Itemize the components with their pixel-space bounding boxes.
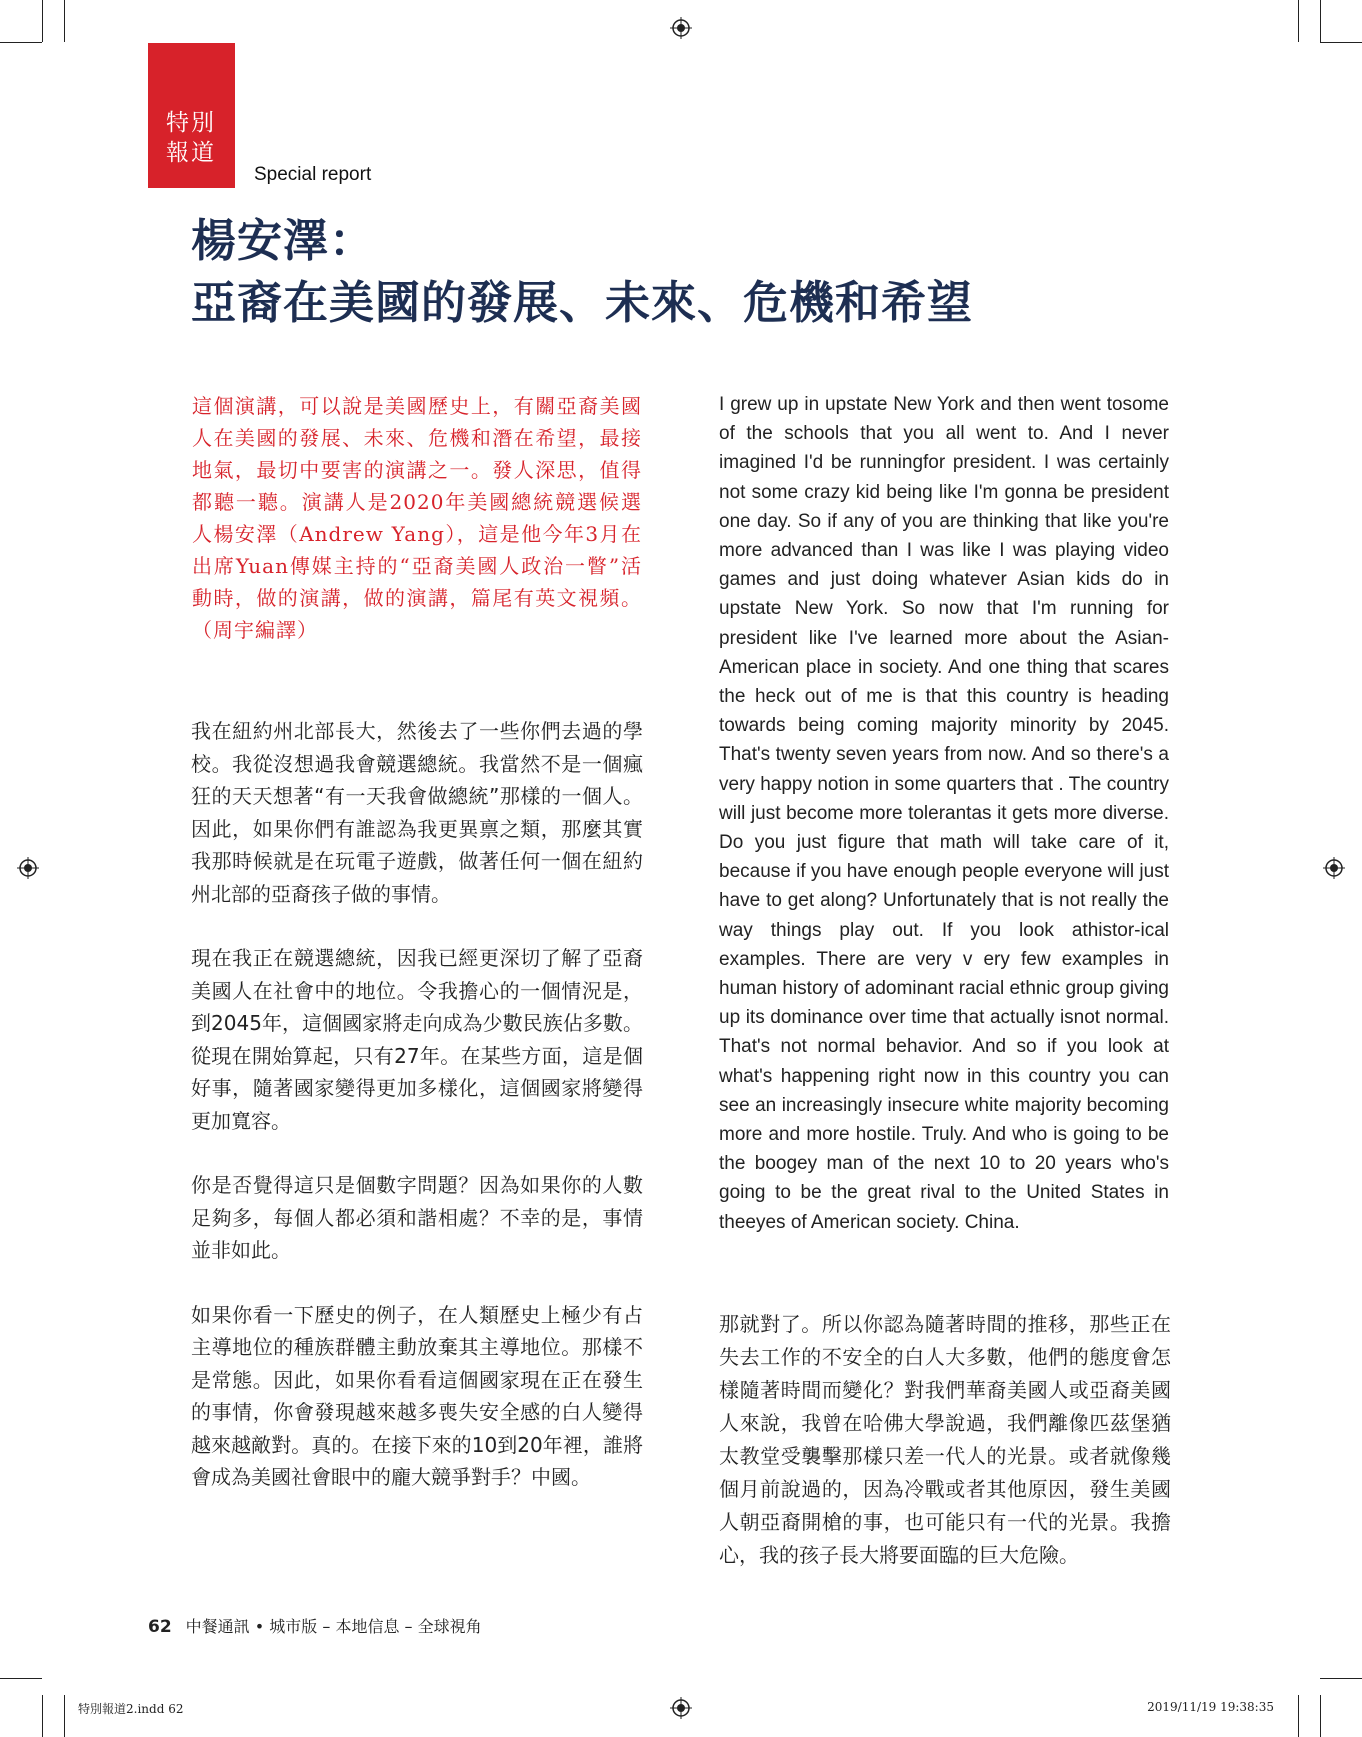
crop-mark xyxy=(0,42,42,43)
page-number: 62 xyxy=(148,1617,172,1637)
section-label: Special report xyxy=(254,164,372,185)
crop-mark xyxy=(1320,42,1362,43)
english-paragraph: I grew up in upstate New York and then went tosome of the schools that you all went to. And I never imagined I'd be runningfor president. I was certainly not some crazy kid being like I'm gonna be president one day. So if any of you are thinking that like you're more advanced than I was like I was playing video games and just doing whatever Asian kids do in upstate New York. So now that I'm running for president like I've learned more about the Asian-American place in society. And one thing that scares the heck out of me is that this country is heading towards being coming majority minority by 2045. That's twenty seven years from now. And so there's a very happy notion in some quarters that . The country will just become more tolerantas it gets more diverse. Do you just figure that math will take care of it, because if you have enough people everyone will just have to get along? Unfortunately that is not really the way things play out. If you look athistor-ical examples. There are very v ery few examples in human history of adominant racial ethnic group giving up its dominance over time that actually isnot normal. That's not normal behavior. And so if you look at what's happening right now in this country you can see an increasingly insecure white majority becoming more and more hostile. Truly. And who is going to be the boogey man of the next 10 to 20 years who's going to be the great rival to the United States in theeyes of American society. China. xyxy=(719,394,1169,1233)
chinese-column xyxy=(191,715,643,1526)
crop-mark xyxy=(64,0,65,42)
publication-name: 中餐通訊 • 城市版 – 本地信息 – 全球視角 xyxy=(185,1617,482,1636)
crop-mark xyxy=(1320,1695,1321,1737)
chinese-paragraph: 如果你看一下歷史的例子，在人類歷史上極少有占主導地位的種族群體主動放棄其主導地位。那樣不是常態。因此，如果你看看這個國家現在正在發生的事情，你會發現越來越多喪失安全感的白人變得越來越敵對。真的。在接下來的10到20年裡，誰將會成為美國社會眼中的龐大競爭對手？中國。 xyxy=(191,1302,643,1489)
chinese-continued-column xyxy=(719,1308,1171,1572)
section-tag xyxy=(166,108,236,168)
page-footer xyxy=(148,1614,482,1637)
english-column xyxy=(719,390,1169,1237)
crop-mark xyxy=(42,0,43,42)
title-line2: 亞裔在美國的發展、未來、危機和希望 xyxy=(191,276,974,329)
section-tag-line2: 報道 xyxy=(166,140,216,166)
crop-mark xyxy=(0,1678,42,1679)
registration-mark-icon xyxy=(670,17,692,39)
registration-mark-icon xyxy=(670,1697,692,1719)
crop-mark xyxy=(1298,1695,1299,1737)
timestamp-slug: 2019/11/19 19:38:35 xyxy=(1147,1700,1274,1714)
chinese-paragraph: 我在紐約州北部長大，然後去了一些你們去過的學校。我從沒想過我會競選總統。我當然不是一個瘋狂的天天想著“有一天我會做總統”那樣的一個人。因此，如果你們有誰認為我更異禀之類，那麼其實我那時候就是在玩電子遊戲，做著任何一個在紐約州北部的亞裔孩子做的事情。 xyxy=(191,719,643,906)
registration-mark-icon xyxy=(1323,857,1345,879)
crop-mark xyxy=(64,1695,65,1737)
chinese-paragraph: 你是否覺得這只是個數字問題？因為如果你的人數足夠多，每個人都必須和諧相處？不幸的是，事情並非如此。 xyxy=(191,1173,643,1262)
crop-mark xyxy=(42,1695,43,1737)
title-line1: 楊安澤： xyxy=(191,214,376,267)
registration-mark-icon xyxy=(17,857,39,879)
chinese-continued-paragraph: 那就對了。所以你認為隨著時間的推移，那些正在失去工作的不安全的白人大多數，他們的態度會怎樣隨著時間而變化？對我們華裔美國人或亞裔美國人來說，我曾在哈佛大學說過，我們離像匹茲堡猶太教堂受襲擊那樣只差一代人的光景。或者就像幾個月前說過的，因為冷戰或者其他原因，發生美國人朝亞裔開槍的事，也可能只有一代的光景。我擔心，我的孩子長大將要面臨的巨大危險。 xyxy=(719,1312,1171,1567)
file-slug: 特別報道2.indd 62 xyxy=(78,1702,184,1716)
section-tag-line1: 特別 xyxy=(166,110,216,136)
crop-mark xyxy=(1320,1678,1362,1679)
intro-paragraph: 這個演講，可以說是美國歷史上，有關亞裔美國人在美國的發展、未來、危機和潛在希望，最接地氣，最切中要害的演講之一。發人深思，值得都聽一聽。演講人是2020年美國總統競選候選人楊安澤（Andrew Yang），這是他今年3月在出席Yuan傳媒主持的“亞裔美國人政治一瞥”活動時，做的演講，做的演講，篇尾有英文視頻。（周宇編譯） xyxy=(192,394,642,642)
article-title xyxy=(191,210,1191,334)
crop-mark xyxy=(1298,0,1299,42)
crop-mark xyxy=(1320,0,1321,42)
chinese-paragraph: 現在我正在競選總統，因我已經更深切了解了亞裔美國人在社會中的地位。令我擔心的一個情況是，到2045年，這個國家將走向成為少數民族佔多數。從現在開始算起，只有27年。在某些方面，這是個好事，隨著國家變得更加多樣化，這個國家將變得更加寬容。 xyxy=(191,946,643,1133)
